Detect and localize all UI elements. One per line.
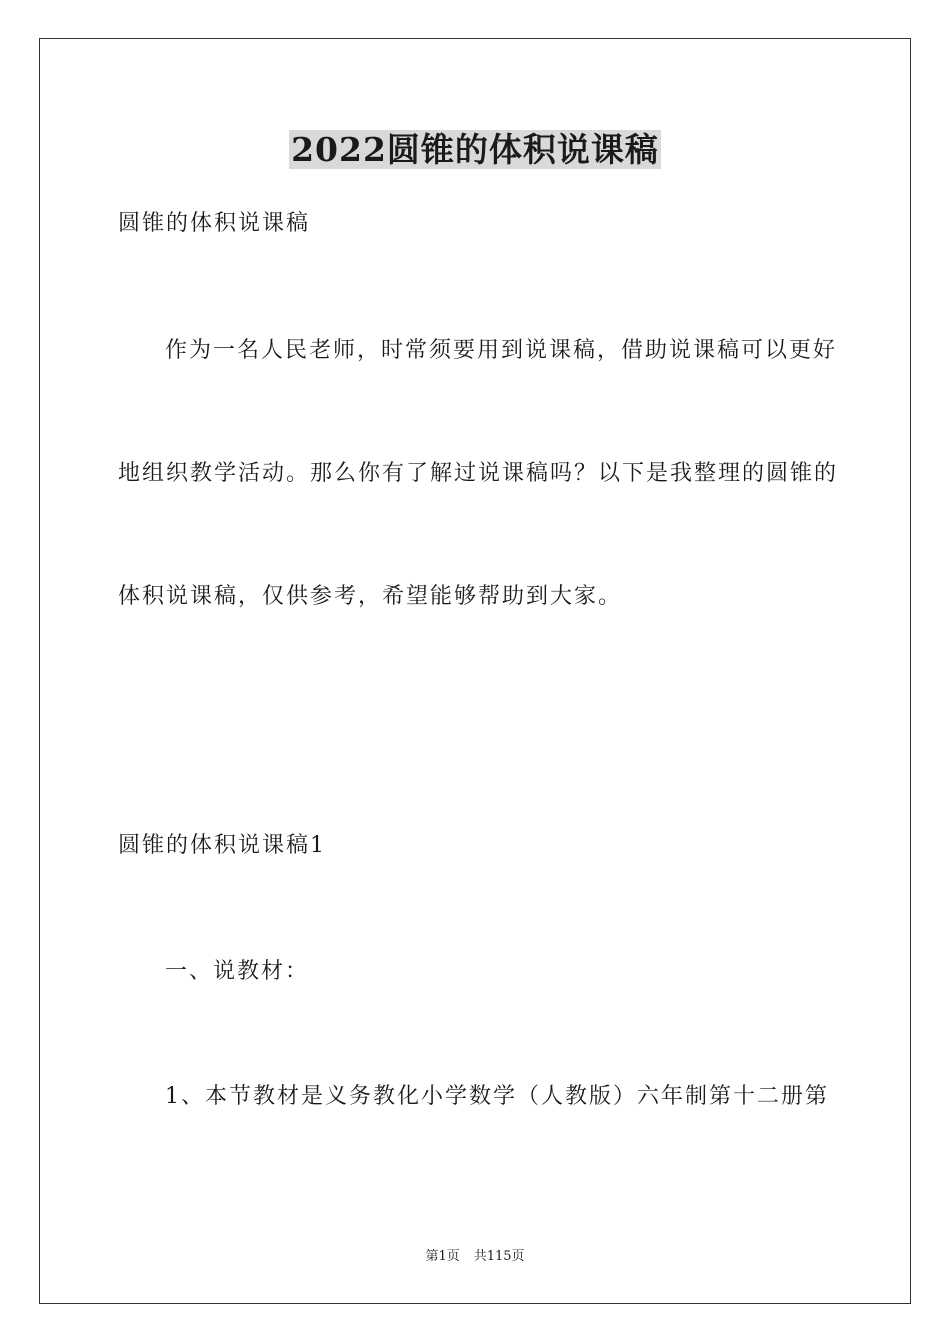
page-total: 共115页 <box>473 1249 525 1264</box>
section-heading: 圆锥的体积说课稿1 <box>118 833 326 858</box>
paragraph-line: 地组织教学活动。那么你有了解过说课稿吗？以下是我整理的圆锥的 <box>118 461 839 486</box>
paragraph-line: 作为一名人民老师，时常须要用到说课稿，借助说课稿可以更好 <box>165 338 838 363</box>
page-number: 第1页 <box>425 1249 460 1264</box>
sub-heading: 一、说教材： <box>165 959 310 984</box>
list-item: 1、本节教材是义务教化小学数学（人教版）六年制第十二册第 <box>165 1084 829 1109</box>
page-footer <box>0 1248 950 1266</box>
document-title <box>0 128 950 172</box>
document-title-text: 2022圆锥的体积说课稿 <box>291 130 659 169</box>
paragraph-line: 体积说课稿，仅供参考，希望能够帮助到大家。 <box>118 584 623 609</box>
document-subtitle: 圆锥的体积说课稿 <box>118 211 311 236</box>
